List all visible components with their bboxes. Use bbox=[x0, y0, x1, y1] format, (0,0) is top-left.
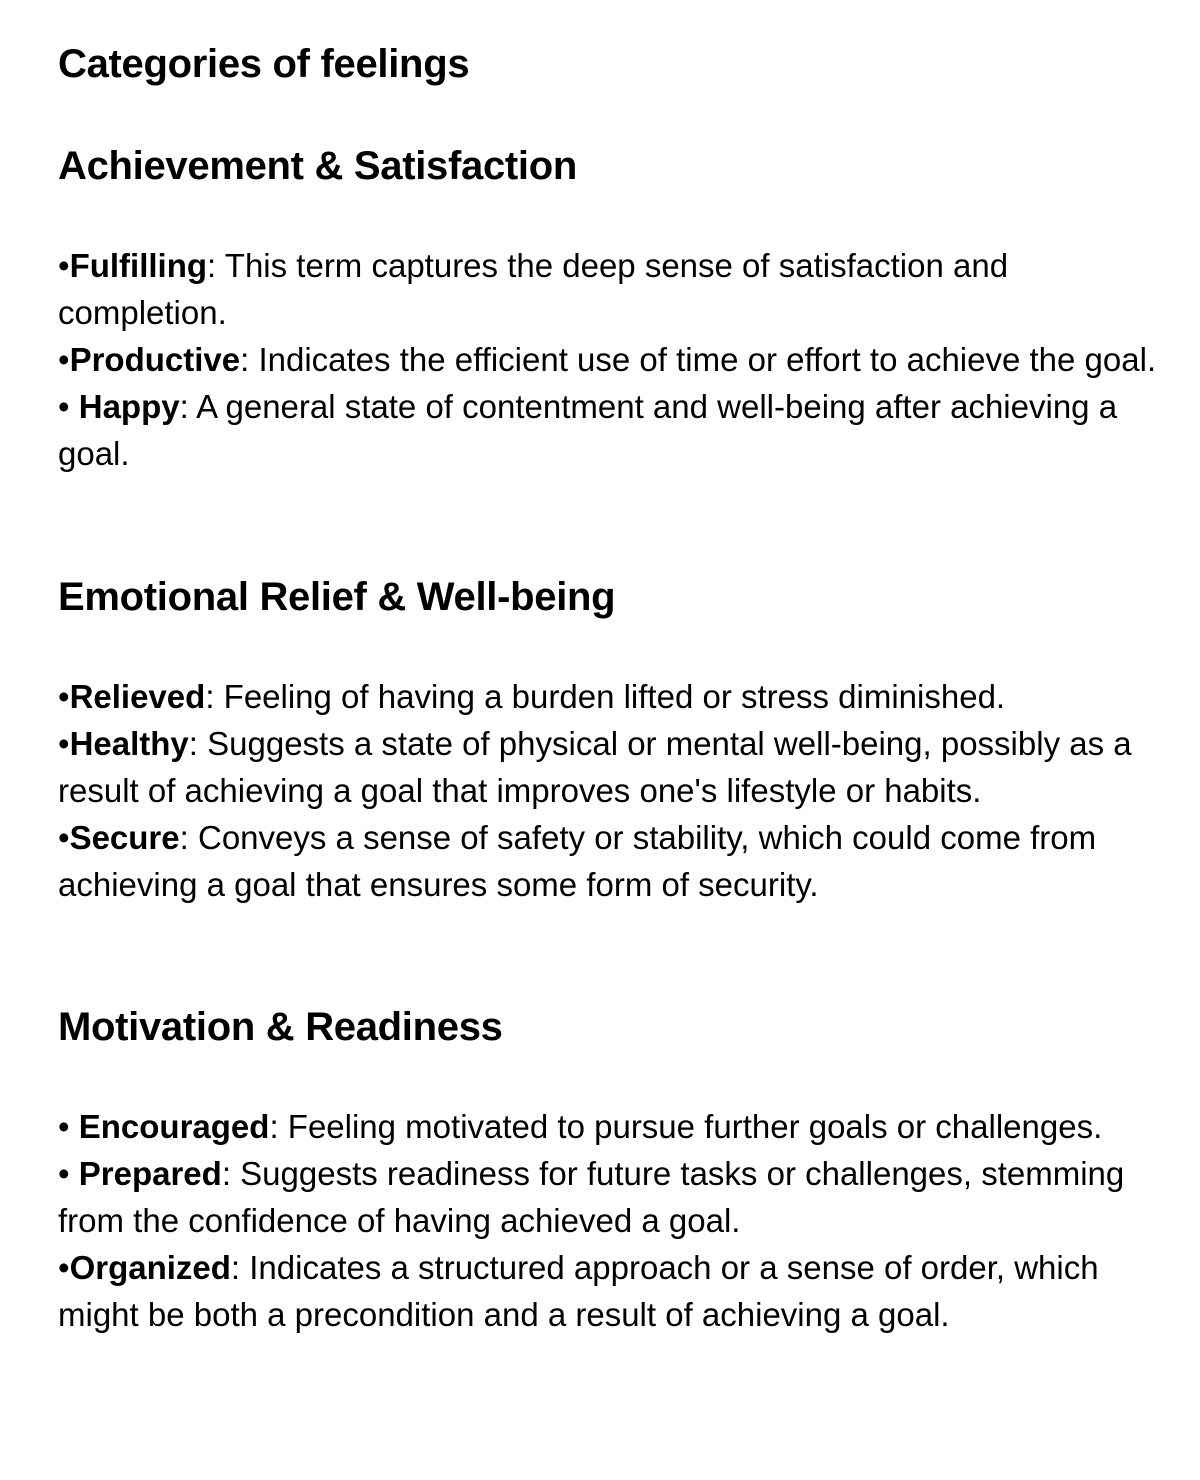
bullet: • bbox=[58, 247, 70, 284]
feeling-term: Encouraged bbox=[78, 1108, 270, 1145]
list-item bbox=[58, 673, 1158, 720]
feeling-description: A general state of contentment and well-being after achieving a goal. bbox=[58, 388, 1118, 472]
separator: : bbox=[240, 341, 259, 378]
separator: : bbox=[179, 388, 197, 425]
section-heading: Achievement & Satisfaction bbox=[58, 144, 578, 188]
bullet: • bbox=[58, 1249, 70, 1286]
feeling-term: Happy bbox=[78, 388, 180, 425]
bullet: • bbox=[58, 678, 70, 715]
feeling-description: Indicates a structured approach or a sense of order, which might be both a precondition and a result of achieving a goal. bbox=[58, 1249, 1099, 1333]
feeling-description: Feeling motivated to pursue further goals or challenges. bbox=[287, 1108, 1103, 1145]
separator: : bbox=[207, 247, 225, 284]
separator: : bbox=[221, 1155, 241, 1192]
bullet: • bbox=[58, 819, 70, 856]
feeling-term: Relieved bbox=[69, 678, 206, 715]
feeling-term: Secure bbox=[69, 819, 180, 856]
section-heading: Emotional Relief & Well-being bbox=[58, 575, 616, 619]
feeling-list bbox=[58, 1103, 1158, 1338]
feeling-list bbox=[58, 242, 1158, 477]
list-item bbox=[58, 336, 1158, 383]
page-title: Categories of feelings bbox=[58, 42, 470, 86]
separator: : bbox=[269, 1108, 288, 1145]
feeling-description: This term captures the deep sense of satisfaction and completion. bbox=[58, 247, 1009, 331]
feeling-description: Suggests a state of physical or mental well-being, possibly as a result of achieving a goal that improves one's lifestyle or habits. bbox=[58, 725, 1132, 809]
list-item bbox=[58, 1244, 1158, 1338]
feeling-term: Productive bbox=[69, 341, 241, 378]
bullet: • bbox=[58, 341, 70, 378]
list-item bbox=[58, 720, 1158, 814]
list-item bbox=[58, 383, 1158, 477]
section-emotional-relief-wellbeing bbox=[58, 573, 1158, 908]
feeling-term: Organized bbox=[69, 1249, 231, 1286]
bullet: • bbox=[58, 1108, 79, 1145]
feeling-description: Feeling of having a burden lifted or stress diminished. bbox=[223, 678, 1006, 715]
bullet: • bbox=[58, 1155, 79, 1192]
separator: : bbox=[179, 819, 198, 856]
section-achievement-satisfaction bbox=[58, 142, 1158, 477]
feeling-description: Suggests readiness for future tasks or challenges, stemming from the confidence of having achieved a goal. bbox=[58, 1155, 1125, 1239]
section-heading: Motivation & Readiness bbox=[58, 1005, 503, 1049]
bullet: • bbox=[58, 725, 70, 762]
bullet: • bbox=[58, 388, 79, 425]
separator: : bbox=[230, 1249, 250, 1286]
feeling-description: Conveys a sense of safety or stability, which could come from achieving a goal that ensures some form of security. bbox=[58, 819, 1097, 903]
separator: : bbox=[188, 725, 208, 762]
list-item bbox=[58, 814, 1158, 908]
list-item bbox=[58, 1103, 1158, 1150]
list-item bbox=[58, 1150, 1158, 1244]
feeling-term: Prepared bbox=[78, 1155, 222, 1192]
section-motivation-readiness bbox=[58, 1003, 1158, 1338]
feeling-description: Indicates the efficient use of time or effort to achieve the goal. bbox=[258, 341, 1157, 378]
feeling-list bbox=[58, 673, 1158, 908]
feeling-term: Fulfilling bbox=[69, 247, 208, 284]
separator: : bbox=[205, 678, 224, 715]
feeling-term: Healthy bbox=[69, 725, 189, 762]
list-item bbox=[58, 242, 1158, 336]
